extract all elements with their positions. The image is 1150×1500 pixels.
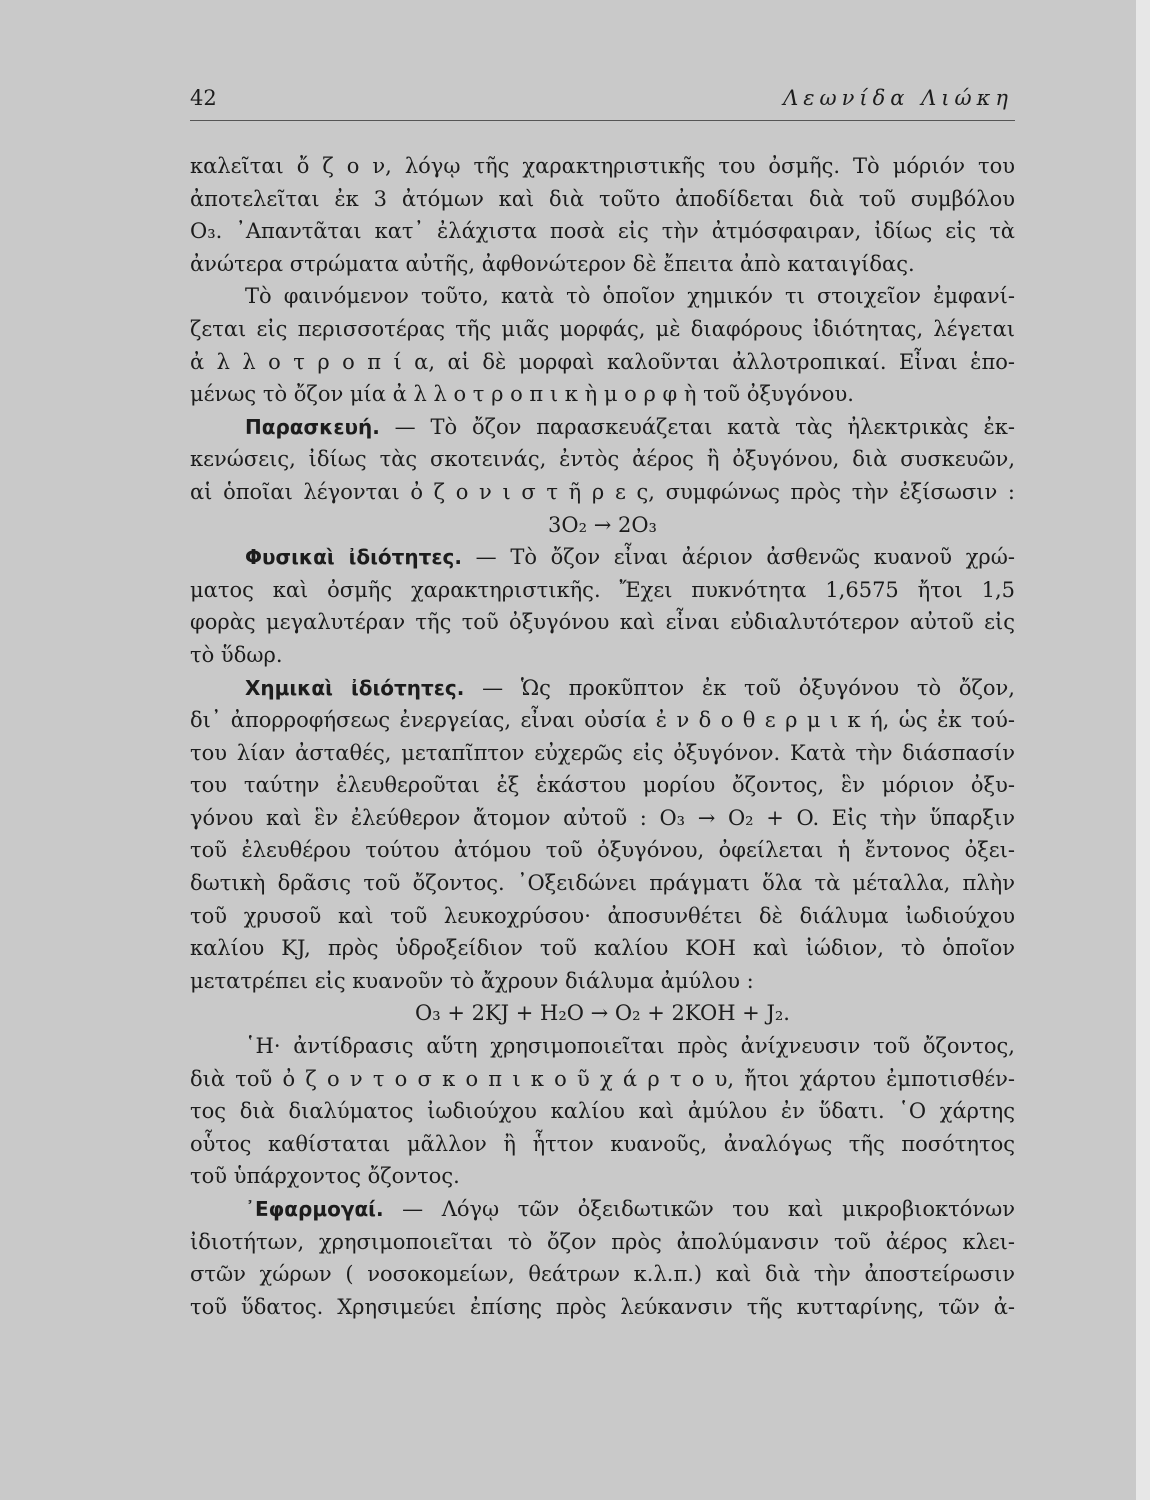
text-line: ἀποτελεῖται ἐκ 3 ἀτόμων καὶ διὰ τοῦτο ἀποδίδεται διὰ τοῦ συμβόλου <box>190 186 1015 211</box>
heading-line-text: — Τὸ ὄζον εἶναι ἀέριον ἀσθενῶς κυανοῦ χρώ- <box>475 545 1015 570</box>
text-line: ματος καὶ ὀσμῆς χαρακτηριστικῆς. Ἔχει πυκνότητα 1,6575 ἤτοι 1,5 <box>190 577 1015 602</box>
body-text <box>190 150 1015 1323</box>
text-line: μετατρέπει εἰς κυανοῦν τὸ ἄχρουν διάλυμα ἀμύλου : <box>190 968 754 993</box>
text-line: αἱ ὁποῖαι λέγονται ὀ ζ ο ν ι σ τ ῆ ρ ε ς, συμφώνως πρὸς τὴν ἐξίσωσιν : <box>190 479 1015 504</box>
text-line: δι᾿ ἀπορροφήσεως ἐνεργείας, εἶναι οὐσία ἐ ν δ ο θ ε ρ μ ι κ ή, ὡς ἐκ τού- <box>190 708 1015 733</box>
text-line: στῶν χώρων ( νοσοκομείων, θεάτρων κ.λ.π.) καὶ διὰ τὴν ἀποστείρωσιν <box>190 1262 1015 1287</box>
heading-line <box>190 541 1015 574</box>
text-line: φορὰς μεγαλυτέραν τῆς τοῦ ὀξυγόνου καὶ εἶναι εὐδιαλυτότερον αὐτοῦ εἰς <box>190 610 1015 635</box>
heading-line <box>190 672 1015 705</box>
text-line: τοῦ ὑπάρχοντος ὄζοντος. <box>190 1164 460 1189</box>
text-line: δωτικὴ δρᾶσις τοῦ ὄζοντος. ᾿Οξειδώνει πράγματι ὅλα τὰ μέταλλα, πλὴν <box>190 871 1015 896</box>
text-line: διὰ τοῦ ὀ ζ ο ν τ ο σ κ ο π ι κ ο ῦ χ ά ρ τ ο υ, ἤτοι χάρτου ἐμποτισθέν- <box>190 1066 1015 1091</box>
text-line: ἰδιοτήτων, χρησιμοποιεῖται τὸ ὄζον πρὸς ἀπολύμανσιν τοῦ ἀέρος κλει- <box>190 1229 1015 1254</box>
scan-edge <box>1136 0 1150 1500</box>
text-line: οὗτος καθίσταται μᾶλλον ἢ ἧττον κυανοῦς, ἀναλόγως τῆς ποσότητος <box>190 1131 1015 1156</box>
heading-line <box>190 1193 1015 1226</box>
text-line: καλεῖται ὄ ζ ο ν, λόγῳ τῆς χαρακτηριστικῆς του ὀσμῆς. Τὸ μόριόν του <box>190 154 1015 178</box>
text-line: ζεται εἰς περισσοτέρας τῆς μιᾶς μορφάς, μὲ διαφόρους ἰδιότητας, λέγεται <box>190 316 1015 341</box>
section-heading-preparation: Παρασκευή. <box>245 414 380 439</box>
text-line: καλίου KJ, πρὸς ὑδροξείδιον τοῦ καλίου KOH καὶ ἰώδιον, τὸ ὁποῖον <box>190 936 1015 961</box>
text-line: O₃. ᾿Απαντᾶται κατ᾿ ἐλάχιστα ποσὰ εἰς τὴν ἀτμόσφαιραν, ἰδίως εἰς τὰ <box>190 219 1015 244</box>
section-heading-chemical: Χημικαὶ ἰδιότητες. <box>245 675 465 700</box>
text-line: ἀ λ λ ο τ ρ ο π ί α, αἱ δὲ μορφαὶ καλοῦνται ἀλλοτροπικαί. Εἶναι ἑπο- <box>190 349 1015 374</box>
running-head <box>190 84 1015 116</box>
text-line: μένως τὸ ὄζον μία ἀ λ λ ο τ ρ ο π ι κ ὴ μ ο ρ φ ὴ τοῦ ὀξυγόνου. <box>190 382 854 407</box>
heading-line-text: — Ὡς προκῦπτον ἐκ τοῦ ὀξυγόνου τὸ ὄζον, <box>482 675 1015 700</box>
text-line: Τὸ φαινόμενον τοῦτο, κατὰ τὸ ὁποῖον χημικόν τι στοιχεῖον ἐμφανί- <box>245 284 1015 309</box>
text-line: του ταύτην ἐλευθεροῦται ἐξ ἑκάστου μορίου ὄζοντος, ἓν μόριον ὀξυ- <box>190 773 1015 798</box>
text-line: τος διὰ διαλύματος ἰωδιούχου καλίου καὶ ἀμύλου ἐν ὕδατι. ῾Ο χάρτης <box>190 1099 1015 1124</box>
text-line: του λίαν ἀσταθές, μεταπῖπτον εὐχερῶς εἰς ὀξυγόνον. Κατὰ τὴν διάσπασίν <box>190 740 1015 765</box>
text-line: ἀνώτερα στρώματα αὐτῆς, ἀφθονώτερον δὲ ἔπειτα ἀπὸ καταιγίδας. <box>190 251 915 276</box>
text-line: γόνου καὶ ἓν ἐλεύθερον ἄτομον αὐτοῦ : O₃ → O₂ + O. Εἰς τὴν ὕπαρξιν <box>190 805 1015 830</box>
section-heading-physical: Φυσικαὶ ἰδιότητες. <box>245 545 462 570</box>
running-head-author: Λεωνίδα Λιώκη <box>783 86 1013 110</box>
section-heading-applications: ᾿Εφαρμογαί. <box>245 1197 384 1221</box>
text-line: τοῦ ἐλευθέρου τούτου ἀτόμου τοῦ ὀξυγόνου, ὀφείλεται ἡ ἔντονος ὀξει- <box>190 838 1015 863</box>
equation: 3O₂ → 2O₃ <box>548 512 657 537</box>
text-line: τὸ ὕδωρ. <box>190 642 283 667</box>
heading-line <box>190 411 1015 444</box>
text-line: τοῦ ὕδατος. Χρησιμεύει ἐπίσης πρὸς λεύκανσιν τῆς κυτταρίνης, τῶν ἀ- <box>190 1294 1015 1319</box>
page-number: 42 <box>190 86 217 110</box>
header-rule <box>190 120 1015 121</box>
heading-line-text: — Λόγῳ τῶν ὀξειδωτικῶν του καὶ μικροβιοκτόνων <box>402 1197 1015 1221</box>
text-line: ῾Η· ἀντίδρασις αὕτη χρησιμοποιεῖται πρὸς ἀνίχνευσιν τοῦ ὄζοντος, <box>245 1034 1015 1059</box>
equation: O₃ + 2KJ + H₂O → O₂ + 2KOH + J₂. <box>415 1001 790 1026</box>
text-line: τοῦ χρυσοῦ καὶ τοῦ λευκοχρύσου· ἀποσυνθέτει δὲ διάλυμα ἰωδιούχου <box>190 903 1015 928</box>
heading-line-text: — Τὸ ὄζον παρασκευάζεται κατὰ τὰς ἠλεκτρικὰς ἐκ- <box>394 414 1015 439</box>
text-line: κενώσεις, ἰδίως τὰς σκοτεινάς, ἐντὸς ἀέρος ἢ ὀξυγόνου, διὰ συσκευῶν, <box>190 447 1015 472</box>
